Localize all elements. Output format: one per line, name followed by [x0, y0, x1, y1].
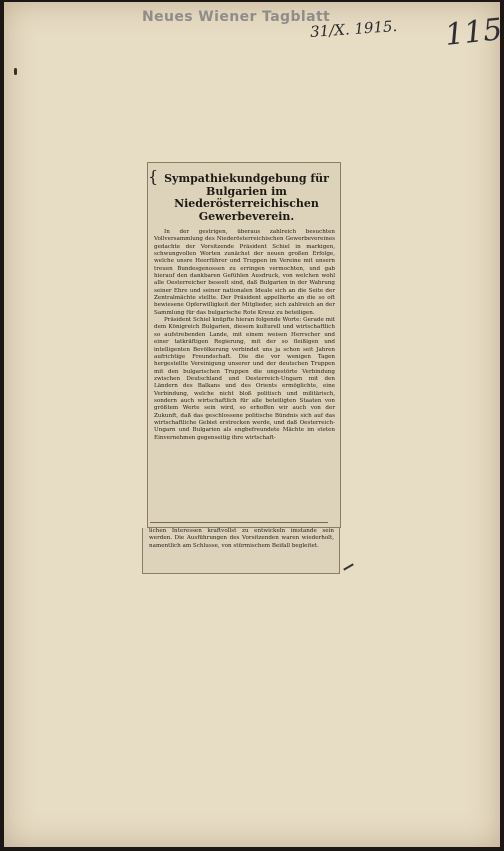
punch-mark — [14, 68, 17, 75]
newspaper-clipping — [147, 162, 341, 528]
article-paragraph-1: In der gestrigen, überaus zahlreich besuchten Vollversammlung des Niederösterreichischen Gewerbevereines gedachte der Vorsitzende Präsident Schiel in markigen, schwungvollen Worten zunächst der neuen großen Erfolge, welche unsre Heerführer und Truppen im Vereine mit unsern treuen Bundesgenossen zu erringen vermochten, und gab hierauf den dankbaren Gefühlen Ausdruck, von welchen wohl alle Oesterreicher beseelt sind, daß Bulgarien in der Wahrung seiner Ehre und seiner nationalen Ideale sich an die Seite der Zentralmächte stellte. Der Präsident appellierte an die so oft bewiesene Opferwilligkeit der Mitglieder, sich zahlreich an der Sammlung für das bulgarische Rote Kreuz zu beteiligen. — [154, 229, 335, 316]
headline-text: Sympathiekundgebung für Bulgarien im Niederösterreichischen Gewerbeverein. — [164, 172, 329, 223]
article-headline — [148, 167, 335, 223]
underline-rule — [150, 522, 328, 523]
article-continuation: lichen Interessen kraftvollst zu entwickeln imstande sein werden. Die Ausführungen des Vorsitzenden waren wiederholt, namentlich am Schlusse, von stürmischem Beifall begleitet. — [149, 528, 334, 549]
bracket-mark: { — [148, 167, 159, 186]
handwritten-date: 31/X. 1915. — [309, 16, 398, 42]
clipping-continuation — [142, 528, 340, 574]
article-paragraph-2: Präsident Schiel knüpfte hieran folgende Worte: Gerade mit dem Königreich Bulgarien, diesem kulturell und wirtschaftlich so aufstrebenden Lande, mit einem weisen Herrscher und einer tatkräftigen Regierung, mit der so fleißigen und intelligenten Bevölkerung verbindet uns ja schon seit Jahren aufrichtige Freundschaft. Die die vor wenigen Tagen hergestellte Vereinigung unserer und der deutschen Truppen mit den bulgarischen Truppen die ungestörte Verbindung zwischen Deutschland und Oesterreich-Ungarn mit den Ländern des Balkans und des Orients ermöglichte, eine Verbindung, welche nicht bloß politisch und militärisch, sondern auch wirtschaftlich für alle beteiligten Staaten von größtem Werte sein wird, so erhoffen wir auch von der Zukunft, daß das geschlossene politische Bündnis sich auf das wirtschaftliche Gebiet erstrecken werde, und daß Oesterreich-Ungarn und Bulgarien als engbefreundete Mächte im steten Einvernehmen gegenseitig ihre wirtschaft- — [154, 317, 335, 441]
newspaper-name-stamp: Neues Wiener Tagblatt — [142, 9, 331, 25]
folio-number: 115 — [443, 12, 504, 53]
